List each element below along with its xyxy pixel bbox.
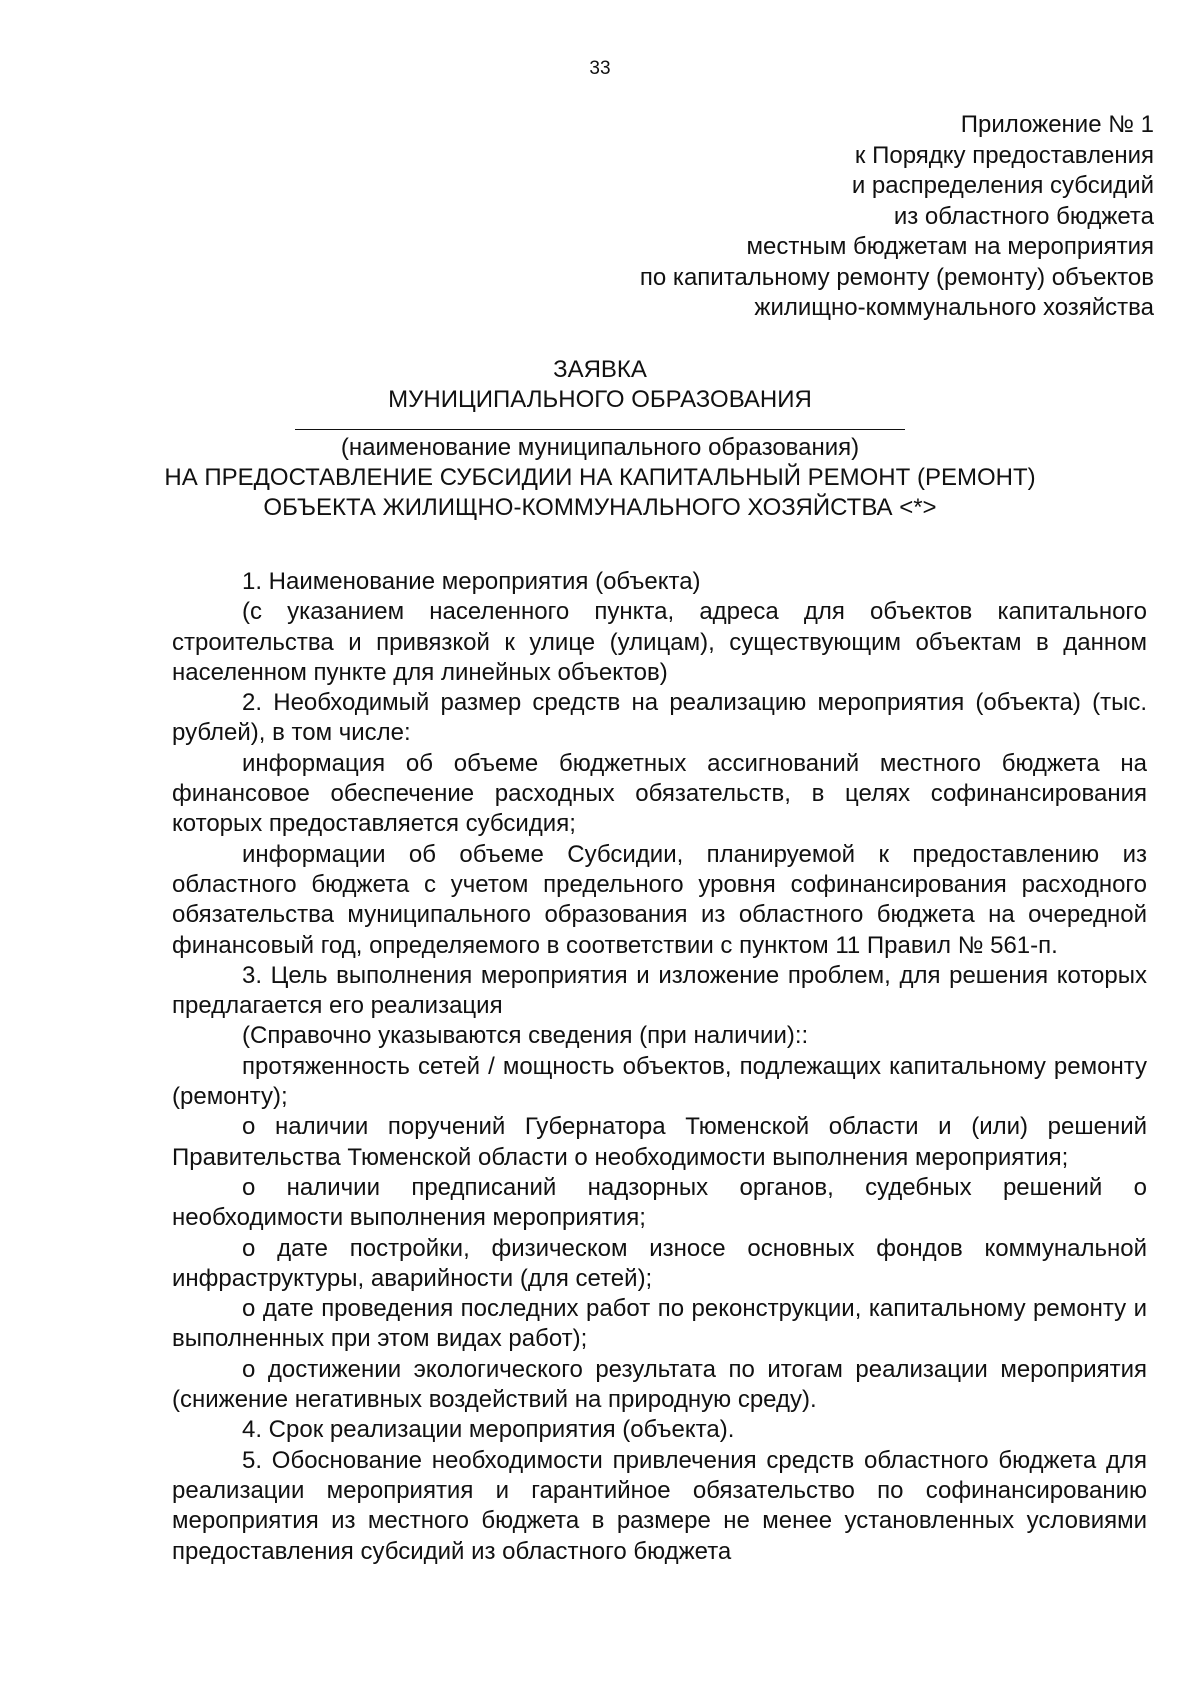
document-subtitle-line-2: ОБЪЕКТА ЖИЛИЩНО-КОММУНАЛЬНОГО ХОЗЯЙСТВА <*>: [263, 494, 937, 521]
paragraph: о наличии поручений Губернатора Тюменской области и (или) решений Правительства Тюменской области о необходимости выполнения мероприятия;: [172, 1113, 1147, 1171]
paragraph: 5. Обоснование необходимости привлечения средств областного бюджета для реализации мероприятия и гарантийное обязательство по софинансированию мероприятия из местного бюджета в размере не менее установленных условиями предоставления субсидий из областного бюджета: [172, 1446, 1147, 1565]
document-heading: [60, 355, 1140, 523]
appendix-line: к Порядку предоставления: [854, 141, 1154, 169]
appendix-line: Приложение № 1: [960, 111, 1154, 138]
appendix-reference: [640, 110, 1154, 324]
fill-in-blank-line: [295, 429, 905, 430]
document-subtitle: НА ПРЕДОСТАВЛЕНИЕ СУБСИДИИ НА КАПИТАЛЬНЫЙ РЕМОНТ (РЕМОНТ): [164, 464, 1036, 491]
page-number: 33: [589, 58, 611, 79]
document-title: ЗАЯВКА: [553, 356, 647, 383]
paragraph: о дате постройки, физическом износе основных фондов коммунальной инфраструктуры, аварийности (для сетей);: [172, 1234, 1147, 1292]
appendix-line: по капитальному ремонту (ремонту) объектов: [639, 263, 1154, 291]
paragraph: о наличии предписаний надзорных органов, судебных решений о необходимости выполнения мероприятия;: [172, 1173, 1147, 1232]
paragraph: информации об объеме Субсидии, планируемой к предоставлению из областного бюджета с учетом предельного уровня софинансирования расходного обязательства муниципального образования из областного бюджета на очередной финансовый год, определяемого в соответствии с пунктом 11 Правил № 561-п.: [172, 840, 1147, 959]
blank-caption: (наименование муниципального образования): [340, 434, 860, 461]
paragraph: протяженность сетей / мощность объектов, подлежащих капитальному ремонту (ремонту);: [172, 1052, 1147, 1111]
paragraph: о дате проведения последних работ по реконструкции, капитальному ремонту и выполненных при этом видах работ);: [172, 1295, 1147, 1353]
appendix-line: из областного бюджета: [893, 202, 1154, 230]
paragraph: о достижении экологического результата по итогам реализации мероприятия (снижение негативных воздействий на природную среду).: [172, 1355, 1147, 1414]
paragraph: 2. Необходимый размер средств на реализацию мероприятия (объекта) (тыс. рублей), в том числе:: [172, 689, 1147, 747]
document-body: [172, 567, 1147, 1567]
paragraph: информация об объеме бюджетных ассигнований местного бюджета на финансовое обеспечение расходных обязательств, в целях софинансирования которых предоставляется субсидия;: [172, 749, 1147, 838]
paragraph: 1. Наименование мероприятия (объекта): [242, 568, 701, 595]
appendix-line: и распределения субсидий: [851, 172, 1154, 199]
paragraph: 4. Срок реализации мероприятия (объекта).: [242, 1416, 735, 1444]
paragraph: (с указанием населенного пункта, адреса для объектов капитального строительства и привязкой к улице (улицам), существующим объектам в данном населенном пункте для линейных объектов): [172, 598, 1147, 686]
paragraph: 3. Цель выполнения мероприятия и изложение проблем, для решения которых предлагается его реализация: [172, 961, 1147, 1020]
appendix-line: местным бюджетам на мероприятия: [746, 233, 1154, 260]
paragraph: (Справочно указываются сведения (при наличии)::: [242, 1022, 809, 1050]
document-title-line-2: МУНИЦИПАЛЬНОГО ОБРАЗОВАНИЯ: [388, 386, 812, 413]
appendix-line: жилищно-коммунального хозяйства: [754, 294, 1154, 321]
